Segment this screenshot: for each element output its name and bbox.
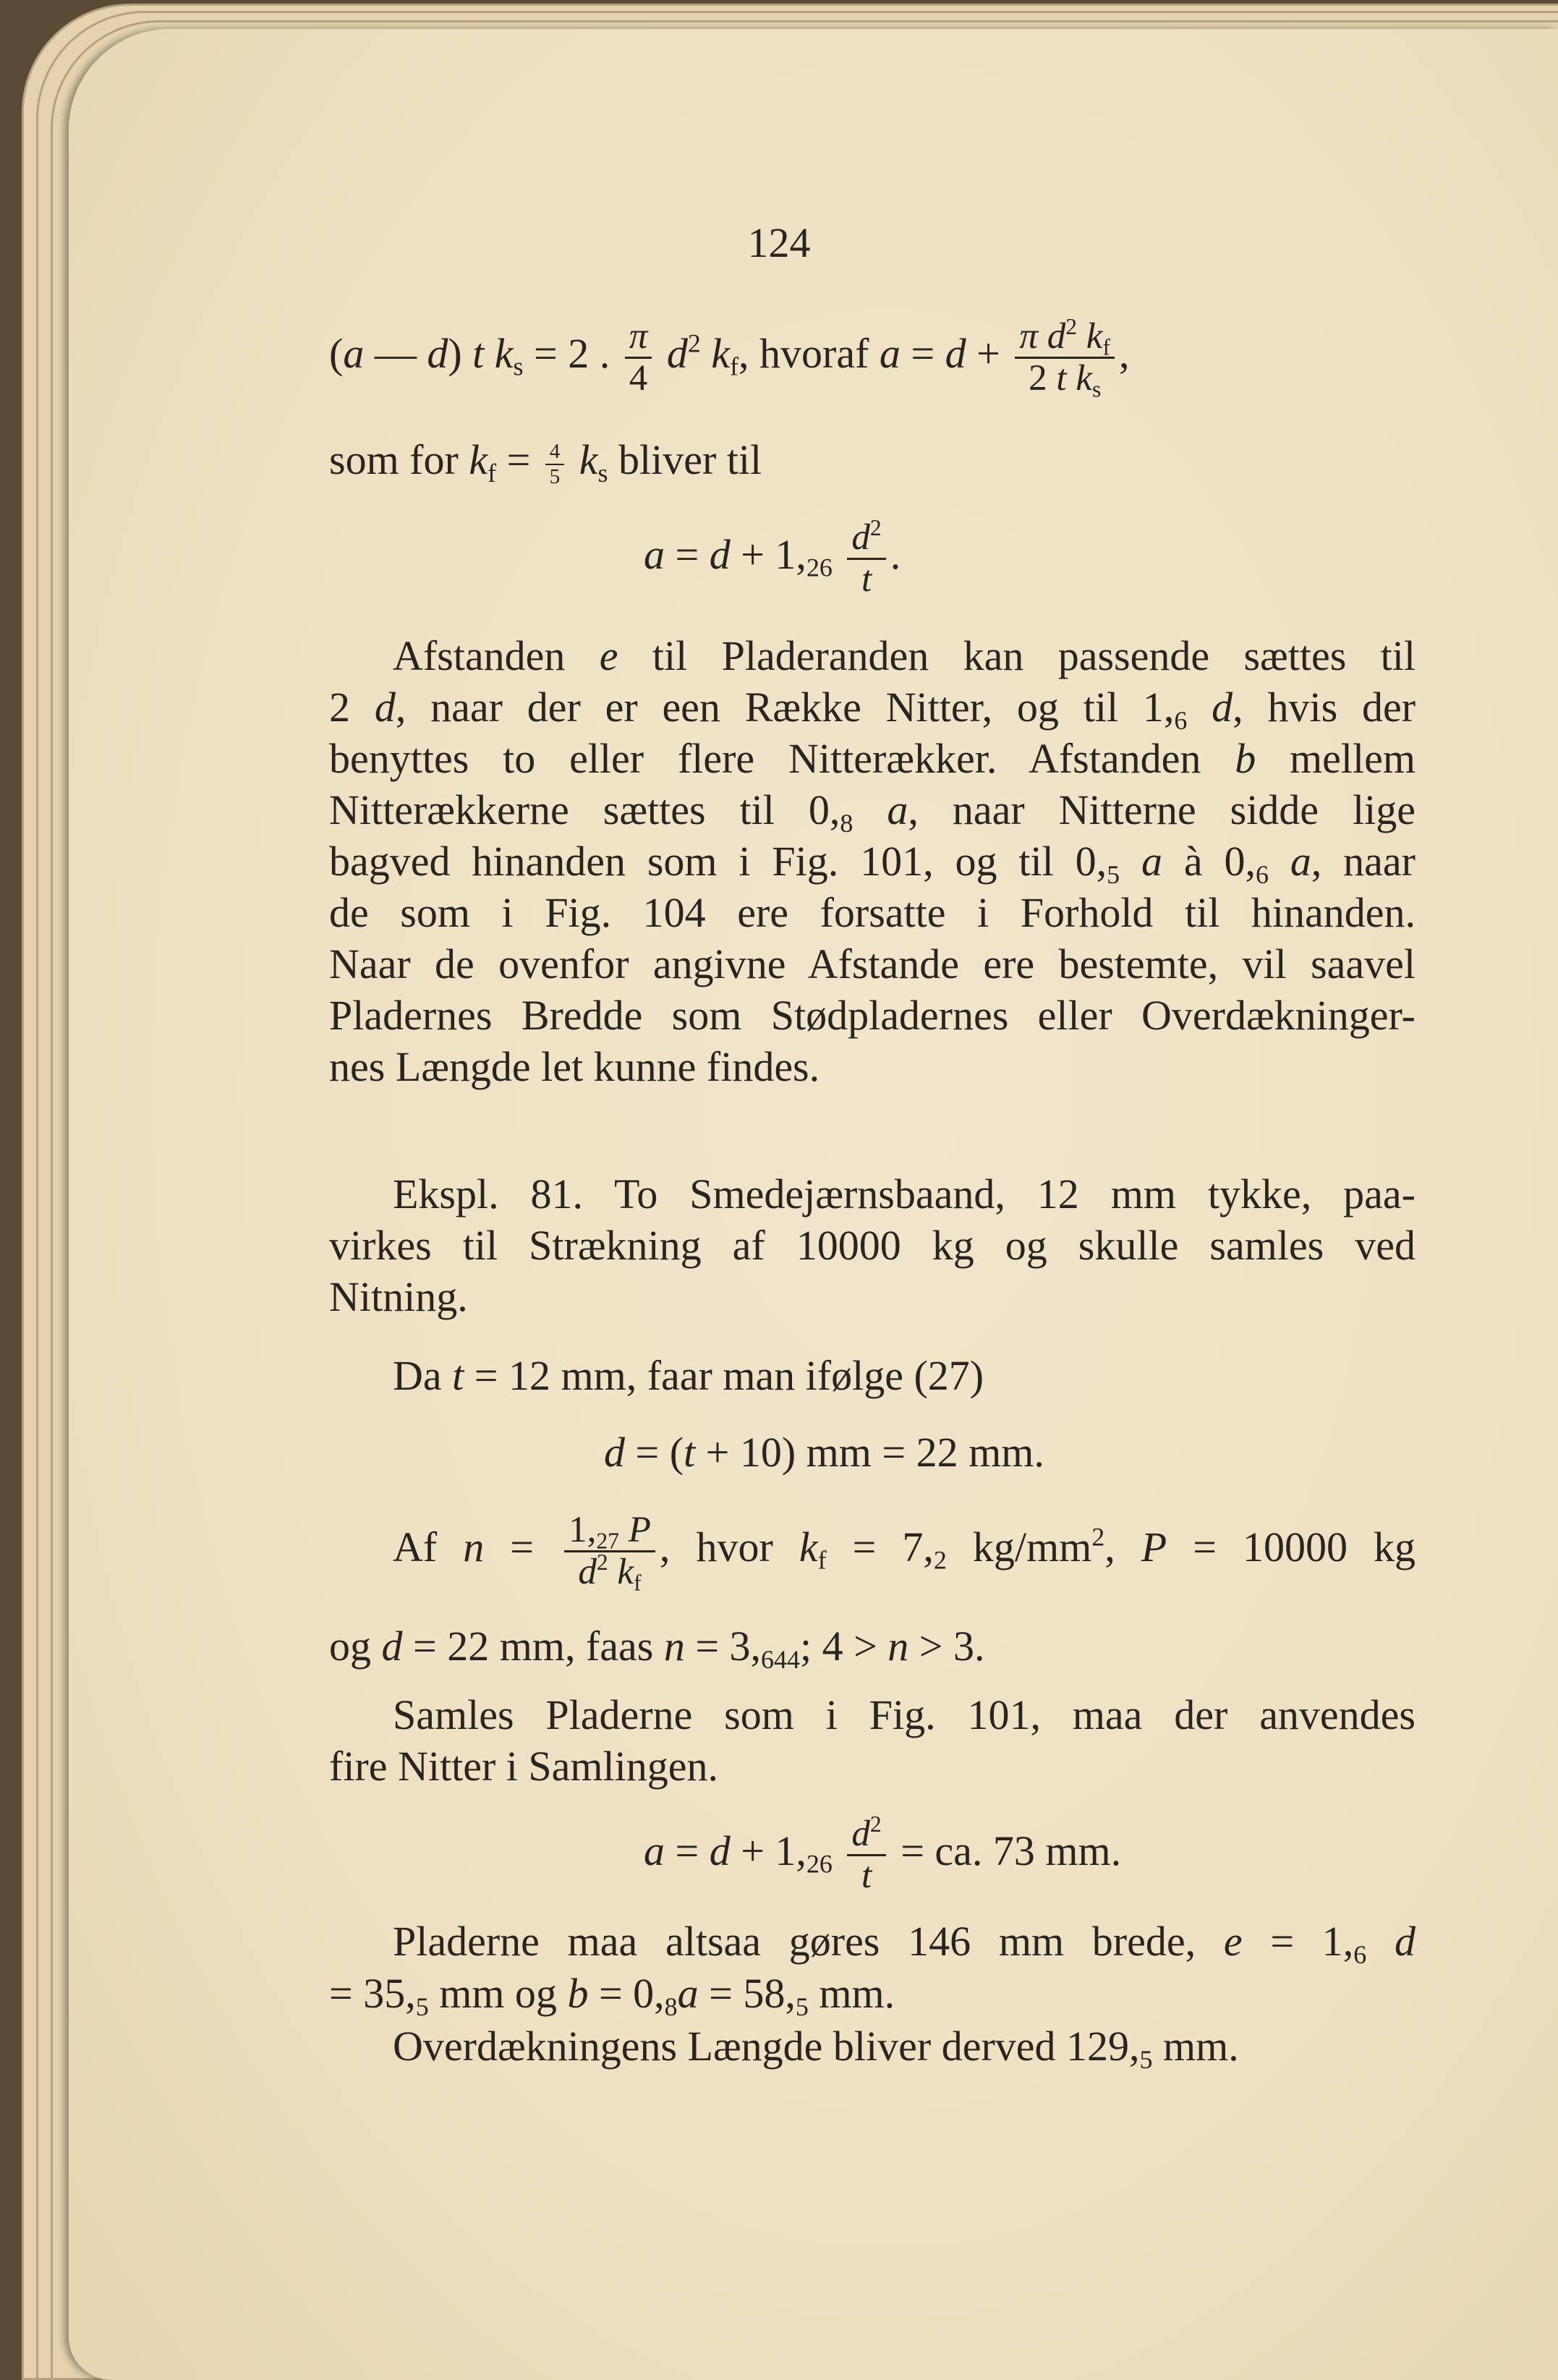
subscript: 5 xyxy=(415,1992,429,2021)
math-variable: P xyxy=(628,1510,651,1550)
text-run: 5 xyxy=(549,464,561,488)
superscript: 2 xyxy=(1065,314,1078,340)
superscript: 2 xyxy=(1091,1522,1105,1552)
subscript: 26 xyxy=(806,1849,833,1879)
fraction xyxy=(545,441,565,488)
math-variable: t xyxy=(1056,358,1067,399)
text-run: , hvis der xyxy=(1233,684,1416,731)
subscript: s xyxy=(1091,376,1102,402)
final-line xyxy=(393,1916,1416,1967)
final-line xyxy=(329,1968,1416,2019)
fraction-denominator xyxy=(857,560,876,598)
subscript: f xyxy=(730,352,739,381)
text-run: , hvor xyxy=(659,1523,799,1571)
text-run: = 0, xyxy=(588,1970,665,2017)
text-run: = 12 mm, faar man ifølge (27) xyxy=(464,1352,984,1399)
paragraph-line xyxy=(329,836,1416,887)
math-variable: a xyxy=(1141,838,1162,885)
subscript: 2 xyxy=(933,1545,947,1575)
text-run: ) xyxy=(448,329,473,377)
fraction-denominator xyxy=(625,359,652,397)
math-variable: b xyxy=(1235,735,1256,782)
math-variable: k xyxy=(494,329,514,377)
text-run xyxy=(656,330,667,377)
subscript: f xyxy=(634,1570,642,1596)
text-run: mm. xyxy=(808,1970,895,2017)
paragraph-line xyxy=(329,887,1416,938)
math-variable: n xyxy=(887,1623,909,1670)
text-run xyxy=(1038,316,1047,357)
text-run: , xyxy=(1104,1523,1141,1571)
text-run xyxy=(1187,684,1212,731)
subscript: 8 xyxy=(840,808,854,838)
text-run: Ekspl. 81. To Smedejærnsbaand, 12 mm tykke, paa- xyxy=(393,1170,1416,1217)
math-variable: n xyxy=(463,1523,485,1571)
example-line xyxy=(329,1271,1416,1322)
text-run xyxy=(1366,1918,1395,1965)
text-run: nes Længde let kunne findes. xyxy=(329,1043,820,1090)
fraction-denominator xyxy=(545,465,565,488)
text-run: 2 xyxy=(329,684,375,731)
math-variable: t xyxy=(472,329,485,377)
text-run: = 1, xyxy=(1242,1918,1354,1965)
subscript: f xyxy=(1102,334,1110,360)
subscript: s xyxy=(597,458,608,488)
text-run: , naar Nitterne sidde lige xyxy=(908,786,1416,833)
math-variable: t xyxy=(452,1352,464,1399)
text-run xyxy=(701,330,712,377)
paragraph-line xyxy=(329,681,1416,733)
math-variable: d xyxy=(578,1552,597,1593)
math-variable: t xyxy=(861,559,872,600)
text-run: til Pladeranden kan passende sættes til xyxy=(618,632,1416,679)
subscript: f xyxy=(817,1545,827,1575)
text-run: = 35, xyxy=(329,1970,416,2017)
math-variable: π xyxy=(629,316,648,357)
math-variable: k xyxy=(469,436,488,483)
subscript: 5 xyxy=(1107,859,1120,889)
text-run: — xyxy=(364,329,427,377)
math-variable: d xyxy=(381,1623,403,1670)
math-variable: d xyxy=(709,530,731,578)
paragraph-line xyxy=(329,784,1416,836)
text-run xyxy=(1269,838,1290,885)
given-line xyxy=(393,1350,1416,1401)
equation-n-line xyxy=(393,1510,1416,1596)
math-variable: d xyxy=(1047,316,1066,357)
text-run: Naar de ovenfor angivne Afstande ere bestemte, vil saavel xyxy=(329,940,1416,987)
text-run: ( xyxy=(329,329,344,377)
math-variable: P xyxy=(1141,1523,1167,1571)
text-run: = xyxy=(665,530,710,578)
math-variable: a xyxy=(1290,838,1311,885)
subscript: 8 xyxy=(664,1992,678,2021)
text-run: virkes til Strækning af 10000 kg og skulle samles ved xyxy=(329,1222,1416,1269)
math-variable: e xyxy=(1223,1918,1243,1965)
text-run: = xyxy=(496,436,541,483)
math-variable: t xyxy=(861,1856,872,1897)
text-run: , hvoraf xyxy=(738,329,880,377)
math-variable: a xyxy=(887,786,908,833)
math-variable: a xyxy=(644,1827,665,1874)
text-run: Overdækningens Længde bliver derved 129, xyxy=(393,2023,1140,2070)
superscript: 2 xyxy=(596,1550,608,1576)
text-run xyxy=(569,436,579,483)
superscript: 2 xyxy=(687,328,701,358)
fraction-numerator xyxy=(564,1512,655,1552)
samles-line xyxy=(393,1689,1416,1741)
math-variable: d xyxy=(945,329,966,377)
text-run: = 10000 kg xyxy=(1167,1523,1416,1571)
subscript: s xyxy=(513,352,524,381)
text-run: = ca. 73 mm. xyxy=(890,1827,1122,1874)
text-run: + 10) mm = 22 mm. xyxy=(695,1429,1044,1476)
subscript: 644 xyxy=(761,1644,800,1674)
text-run: Samles Pladerne som i Fig. 101, maa der anvendes xyxy=(393,1691,1416,1738)
text-run: = 3, xyxy=(684,1623,762,1670)
text-run: à 0, xyxy=(1162,838,1256,885)
text-run xyxy=(833,531,843,578)
text-run xyxy=(1120,838,1141,885)
math-variable: t xyxy=(684,1429,696,1476)
fraction-numerator xyxy=(847,515,885,560)
math-variable: a xyxy=(879,329,901,377)
math-variable: d xyxy=(709,1827,731,1874)
text-run: benyttes to eller flere Nitterækker. Afstanden xyxy=(329,735,1235,782)
text-run: 2 xyxy=(1029,358,1057,399)
text-run xyxy=(619,1510,629,1550)
subscript: 27 xyxy=(596,1528,619,1554)
text-run: = xyxy=(484,1523,561,1571)
text-run: = 7, xyxy=(826,1523,934,1571)
math-variable: d xyxy=(1212,684,1233,731)
formula-spacing xyxy=(329,314,1416,402)
text-run: > 3. xyxy=(908,1623,985,1670)
fraction xyxy=(625,318,652,397)
paragraph-line xyxy=(329,733,1416,784)
equation-d xyxy=(604,1427,1044,1478)
text-run: = xyxy=(900,329,945,377)
math-variable: k xyxy=(799,1523,818,1571)
math-variable: π xyxy=(1019,316,1038,357)
math-variable: d xyxy=(666,329,688,377)
text-run: 4 xyxy=(549,439,561,463)
math-variable: a xyxy=(343,329,365,377)
math-variable: k xyxy=(1076,358,1092,399)
subscript: 6 xyxy=(1353,1939,1367,1969)
fraction xyxy=(1015,314,1115,402)
text-run: kg/mm xyxy=(946,1523,1092,1571)
fraction-numerator xyxy=(1015,314,1115,360)
math-variable: d xyxy=(374,684,396,731)
text-run: 4 xyxy=(629,358,648,399)
text-run: = ( xyxy=(625,1429,684,1476)
text-run: ; 4 > xyxy=(799,1623,888,1670)
fraction xyxy=(847,1811,885,1897)
math-variable: k xyxy=(617,1552,634,1593)
final-line xyxy=(393,2020,1416,2072)
superscript: 2 xyxy=(869,1811,882,1837)
math-variable: a xyxy=(644,530,665,578)
result-n-line xyxy=(329,1620,1416,1672)
example-line xyxy=(393,1168,1416,1220)
text-run: bagved hinanden som i Fig. 101, og til 0, xyxy=(329,838,1107,885)
paragraph-line xyxy=(329,1041,1416,1092)
subscript: f xyxy=(488,458,497,488)
math-variable: d xyxy=(1395,1918,1416,1965)
text-run: mellem xyxy=(1256,735,1416,782)
text-run: Da xyxy=(393,1352,453,1399)
text-run: Afstanden xyxy=(393,632,600,679)
text-run: som for xyxy=(329,436,469,483)
subscript: 6 xyxy=(1255,859,1269,889)
text-run: . xyxy=(890,530,901,578)
fraction-denominator xyxy=(857,1856,876,1895)
formula-result xyxy=(644,515,901,600)
math-variable: k xyxy=(711,329,731,377)
text-run: + 1, xyxy=(730,530,806,578)
text-run: = xyxy=(665,1827,710,1874)
text-run: + 1, xyxy=(730,1827,806,1874)
text-run: Pladerne maa altsaa gøres 146 mm brede, xyxy=(393,1918,1224,1965)
subscript: 26 xyxy=(806,553,833,582)
text-run xyxy=(484,330,495,377)
math-variable: e xyxy=(599,632,618,679)
subscript: 5 xyxy=(1139,2044,1153,2074)
math-variable: n xyxy=(663,1623,685,1670)
fraction xyxy=(564,1510,655,1596)
text-run: de som i Fig. 104 ere forsatte i Forhold til hinanden. xyxy=(329,889,1416,936)
text-run xyxy=(608,1552,618,1592)
paragraph-line xyxy=(329,990,1416,1041)
text-run: = 22 mm, faas xyxy=(402,1623,664,1670)
text-run: fire Nitter i Samlingen. xyxy=(329,1743,718,1790)
text-run: og xyxy=(329,1623,382,1670)
text-run: Nitning. xyxy=(329,1273,468,1320)
paragraph-line xyxy=(393,630,1416,681)
math-variable: d xyxy=(427,329,448,377)
subscript: 6 xyxy=(1174,705,1188,735)
fraction xyxy=(847,515,885,600)
text-run: , xyxy=(1119,329,1130,377)
subscript: 5 xyxy=(795,1992,809,2021)
math-variable: k xyxy=(579,436,598,483)
text-run xyxy=(833,1827,843,1874)
superscript: 2 xyxy=(869,515,882,541)
text-run xyxy=(853,786,887,833)
fraction-numerator xyxy=(847,1811,885,1856)
paragraph-line xyxy=(329,938,1416,990)
math-variable: a xyxy=(677,1970,699,2017)
text-run xyxy=(1067,358,1076,399)
math-variable: d xyxy=(604,1429,625,1476)
text-run: bliver til xyxy=(608,436,762,483)
text-run: mm og xyxy=(428,1970,568,2017)
fraction-denominator xyxy=(1024,358,1105,402)
text-run: mm. xyxy=(1152,2023,1239,2070)
equation-a xyxy=(644,1811,1122,1897)
page-number: 124 xyxy=(747,219,811,266)
text-run: Pladernes Bredde som Stødpladernes eller Overdækninger- xyxy=(329,992,1416,1039)
condition-line xyxy=(329,434,1416,488)
math-variable: b xyxy=(567,1970,589,2017)
fraction-numerator xyxy=(625,318,652,359)
fraction-numerator xyxy=(545,441,565,465)
text-run: Af xyxy=(393,1523,464,1571)
text-run: 1, xyxy=(569,1510,597,1550)
text-run: + xyxy=(966,329,1011,377)
samles-line xyxy=(329,1741,1416,1792)
math-variable: d xyxy=(851,517,870,558)
example-line xyxy=(329,1220,1416,1271)
math-variable: d xyxy=(851,1814,870,1854)
fraction-denominator xyxy=(574,1550,645,1596)
text-run: , naar xyxy=(1311,838,1416,885)
text-run: , naar der er een Række Nitter, og til 1, xyxy=(395,684,1175,731)
math-variable: k xyxy=(1086,316,1103,357)
text-run: = 2 . xyxy=(523,329,621,377)
text-run: = 58, xyxy=(698,1970,796,2017)
text-run: Nitterækkerne sættes til 0, xyxy=(329,786,840,833)
text-run xyxy=(1077,316,1086,357)
